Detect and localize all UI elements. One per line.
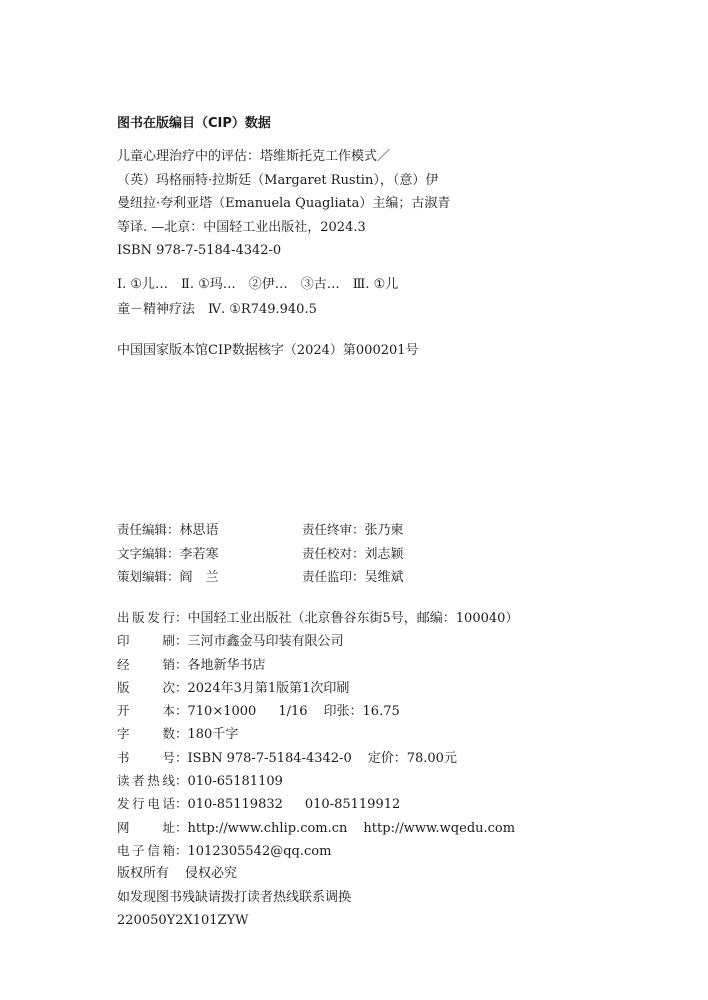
staff-entry: [117, 518, 219, 543]
staff-entry: [117, 542, 219, 567]
sales-phone-label: 发行电话: [117, 796, 175, 812]
distributor-value: 各地新华书店: [187, 657, 266, 673]
cip-data-number: 中国国家版本馆CIP数据核字（2024）第000201号: [117, 343, 419, 358]
sales-phone-2: 010-85119912: [304, 797, 401, 813]
distributor-row: 经销：各地新华书店: [117, 653, 597, 676]
publication-info: [117, 606, 597, 932]
word-count-value: 180千字: [187, 727, 239, 743]
publisher-value: 中国轻工业出版社（北京鲁谷东街5号，邮编：100040）: [187, 611, 519, 626]
staff-role-label: 文字编辑：: [117, 545, 180, 561]
email-row: 电子信箱：1012305542@qq.com: [117, 839, 597, 862]
printer-row: 印刷：三河市鑫金马印装有限公司: [117, 629, 597, 652]
cip-heading: 图书在版编目（CIP）数据: [117, 116, 271, 131]
word-count-label: 字数: [117, 726, 175, 742]
edition-value: 2024年3月第1版第1次印刷: [187, 680, 350, 696]
staff-entry: [117, 565, 219, 590]
hotline-label: 读者热线: [117, 773, 175, 789]
format-ratio: 1/16: [278, 704, 308, 720]
hotline-row: 读者热线：010-65181109: [117, 769, 597, 792]
edition-label: 版次: [117, 679, 175, 695]
batch-code: 220050Y2X101ZYW: [117, 912, 249, 928]
staff-row: [117, 565, 537, 589]
staff-role-label: 策划编辑：: [117, 569, 180, 584]
staff-role-label: 责任编辑：: [117, 522, 180, 537]
copyright-row: [117, 862, 597, 885]
word-count-row: 字数：180千字: [117, 722, 597, 745]
hotline-value: 010-65181109: [187, 774, 283, 790]
staff-role-label: 责任终审：: [302, 522, 365, 537]
website-url-1: http://www.chlip.com.cn: [187, 820, 348, 836]
printer-value: 三河市鑫金马印装有限公司: [187, 634, 344, 650]
cip-subject-line: Ⅰ. ①儿… Ⅱ. ①玛… ②伊… ③古… Ⅲ. ①儿: [117, 277, 399, 292]
isbn-value: ISBN 978-7-5184-4342-0: [187, 750, 352, 766]
isbn-row: 书号：ISBN 978-7-5184-4342-0 定价：78.00元: [117, 746, 597, 769]
cip-subject-line: 童－精神疗法 Ⅳ. ①R749.940.5: [117, 302, 317, 317]
staff-row: [117, 542, 537, 566]
cip-record-line: 曼纽拉·夸利亚塔（Emanuela Quagliata）主编；古淑青: [117, 196, 451, 211]
distributor-label: 经销: [117, 656, 175, 672]
staff-entry: [302, 542, 404, 567]
format-label: 开本: [117, 703, 175, 719]
staff-entry: [302, 565, 404, 590]
website-row: 网址：http://www.chlip.com.cn http://www.wqedu.com: [117, 816, 597, 839]
publisher-row: 出版发行：中国轻工业出版社（北京鲁谷东街5号，邮编：100040）: [117, 606, 597, 629]
price-label: 定价：: [367, 750, 407, 766]
staff-name: 吴维斌: [364, 570, 404, 585]
staff-row: [117, 518, 537, 542]
printer-label: 印刷: [117, 633, 175, 649]
sheets-value: 16.75: [362, 704, 400, 720]
cip-record: [117, 145, 451, 263]
staff-entry: [302, 518, 404, 543]
format-size: 710×1000: [187, 704, 257, 720]
copyright-notice: 版权所有: [117, 866, 170, 882]
website-label: 网址: [117, 819, 175, 835]
format-row: 开本：710×1000 1/16 印张：16.75: [117, 699, 597, 722]
website-url-2: http://www.wqedu.com: [363, 820, 516, 836]
cip-record-line: （英）玛格丽特·拉斯廷（Margaret Rustin），（意）伊: [117, 172, 439, 188]
email-value: 1012305542@qq.com: [187, 843, 332, 859]
sheets-label: 印张：: [323, 704, 363, 720]
edition-row: 版次：2024年3月第1版第1次印刷: [117, 676, 597, 699]
sales-phone-1: 010-85119832: [187, 797, 283, 813]
isbn-label: 书号: [117, 749, 175, 765]
staff-role-label: 责任校对：: [302, 545, 365, 561]
infringement-notice: 侵权必究: [185, 866, 238, 882]
cip-record-line: 等译. —北京：中国轻工业出版社，2024.3: [117, 219, 366, 235]
staff-role-label: 责任监印：: [302, 569, 365, 584]
staff-name: 林思语: [179, 523, 219, 538]
email-label: 电子信箱: [117, 842, 175, 858]
sales-phone-row: 发行电话：010-85119832 010-85119912: [117, 792, 597, 815]
staff-name: 阎 兰: [179, 570, 219, 585]
cip-subject-classification: [117, 272, 417, 322]
price-value: 78.00元: [406, 750, 457, 766]
cip-record-line: 儿童心理治疗中的评估：塔维斯托克工作模式／: [117, 149, 391, 164]
defect-notice: 如发现图书残缺请拨打读者热线联系调换: [117, 889, 352, 905]
editorial-staff: [117, 518, 537, 589]
staff-name: 张乃柬: [364, 523, 404, 538]
staff-name: 李若寒: [179, 546, 219, 562]
publisher-label: 出版发行: [117, 610, 175, 625]
staff-name: 刘志颖: [364, 546, 404, 562]
cip-isbn-line: ISBN 978-7-5184-4342-0: [117, 243, 282, 258]
